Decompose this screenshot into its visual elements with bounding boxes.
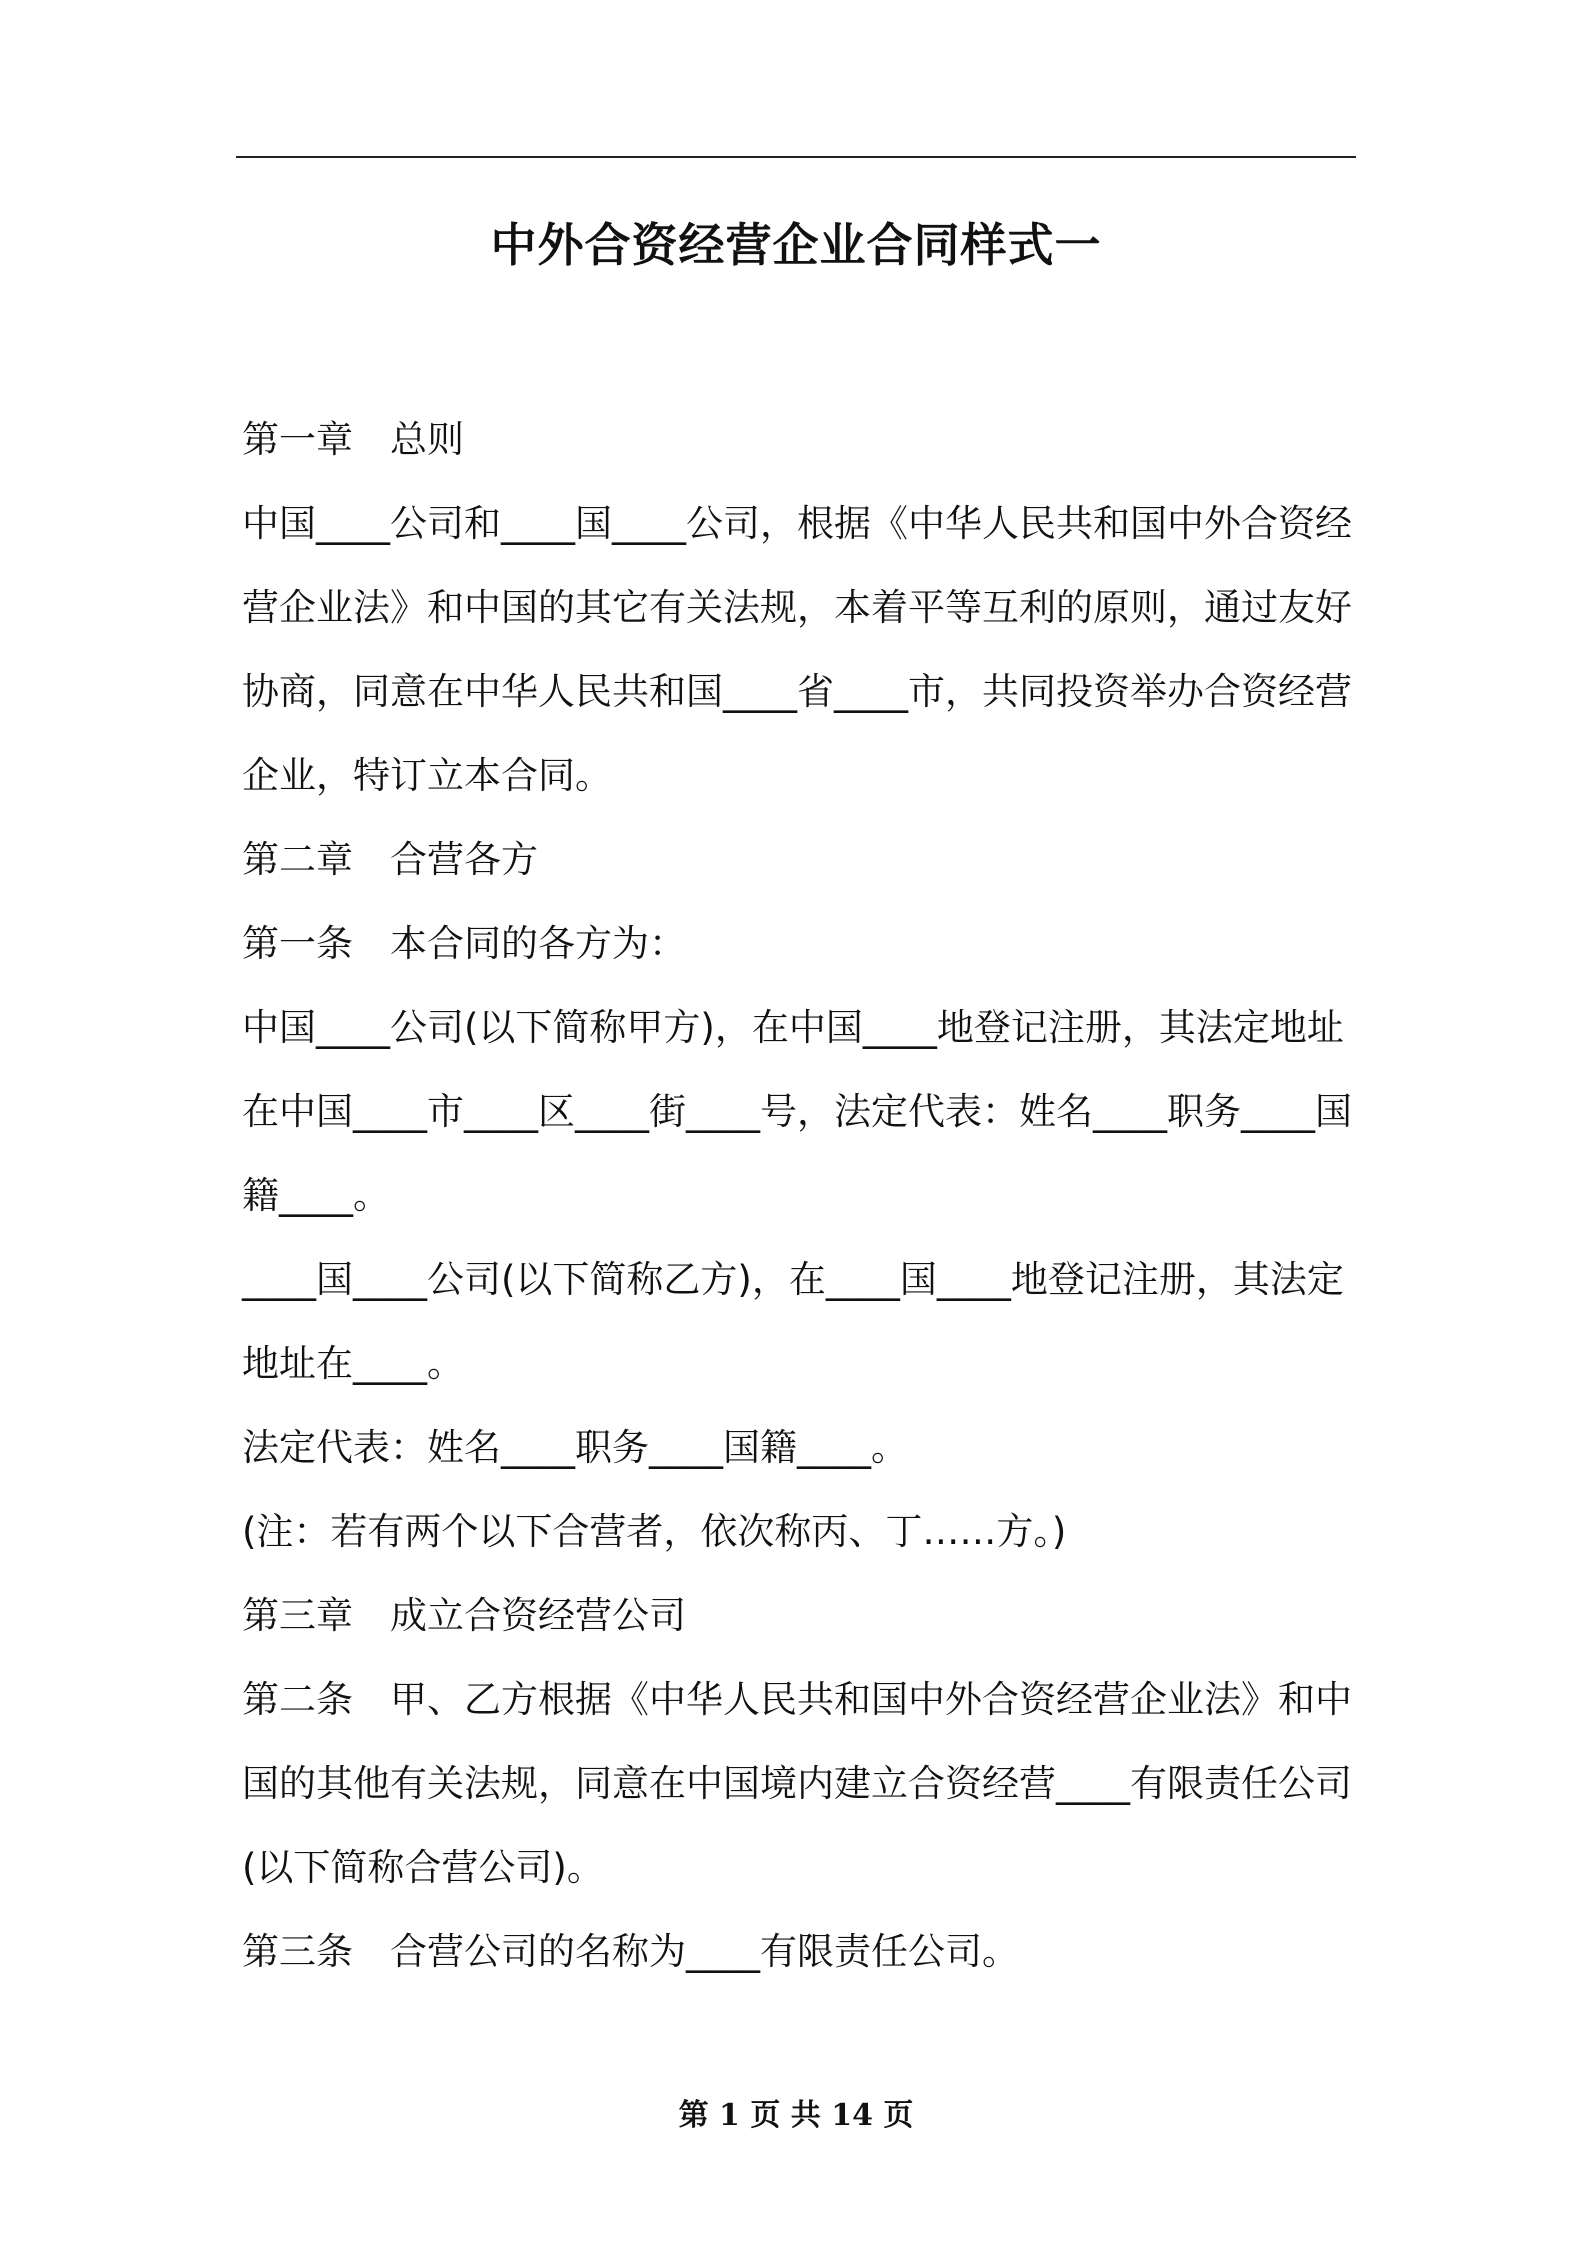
parties-note: (注：若有两个以下合营者，依次称丙、丁……方。): [242, 1510, 1067, 1553]
article-2-paragraph: 第二条 甲、乙方根据《中华人民共和国中外合资经营企业法》和中国的其他有关法规，同意在中国境内建立合资经营____有限责任公司(以下简称合营公司)。: [242, 1678, 1352, 1889]
party-b-paragraph: ____国____公司(以下简称乙方)，在____国____地登记注册，其法定地址在____。: [242, 1258, 1344, 1385]
document-title: 中外合资经营企业合同样式一: [490, 218, 1102, 272]
chapter-2-heading: 第二章 合营各方: [242, 838, 538, 881]
chapter-1-heading: 第一章 总则: [242, 418, 464, 461]
article-1-heading: 第一条 本合同的各方为：: [242, 922, 686, 965]
preamble-paragraph: 中国____公司和____国____公司，根据《中华人民共和国中外合资经营企业法》和中国的其它有关法规，本着平等互利的原则，通过友好协商，同意在中华人民共和国____省____市，共同投资举办合资经营企业，特订立本合同。: [242, 502, 1352, 797]
party-b-representative: 法定代表：姓名____职务____国籍____。: [242, 1426, 908, 1469]
page-number: 第 1 页 共 14 页: [678, 2098, 914, 2133]
chapter-3-heading: 第三章 成立合资经营公司: [242, 1594, 686, 1637]
document-body: [242, 398, 1358, 1994]
article-3-paragraph: 第三条 合营公司的名称为____有限责任公司。: [242, 1930, 1019, 1973]
header-rule: [236, 156, 1356, 158]
party-a-paragraph: 中国____公司(以下简称甲方)，在中国____地登记注册，其法定地址在中国____市____区____街____号，法定代表：姓名____职务____国籍____。: [242, 1006, 1352, 1217]
